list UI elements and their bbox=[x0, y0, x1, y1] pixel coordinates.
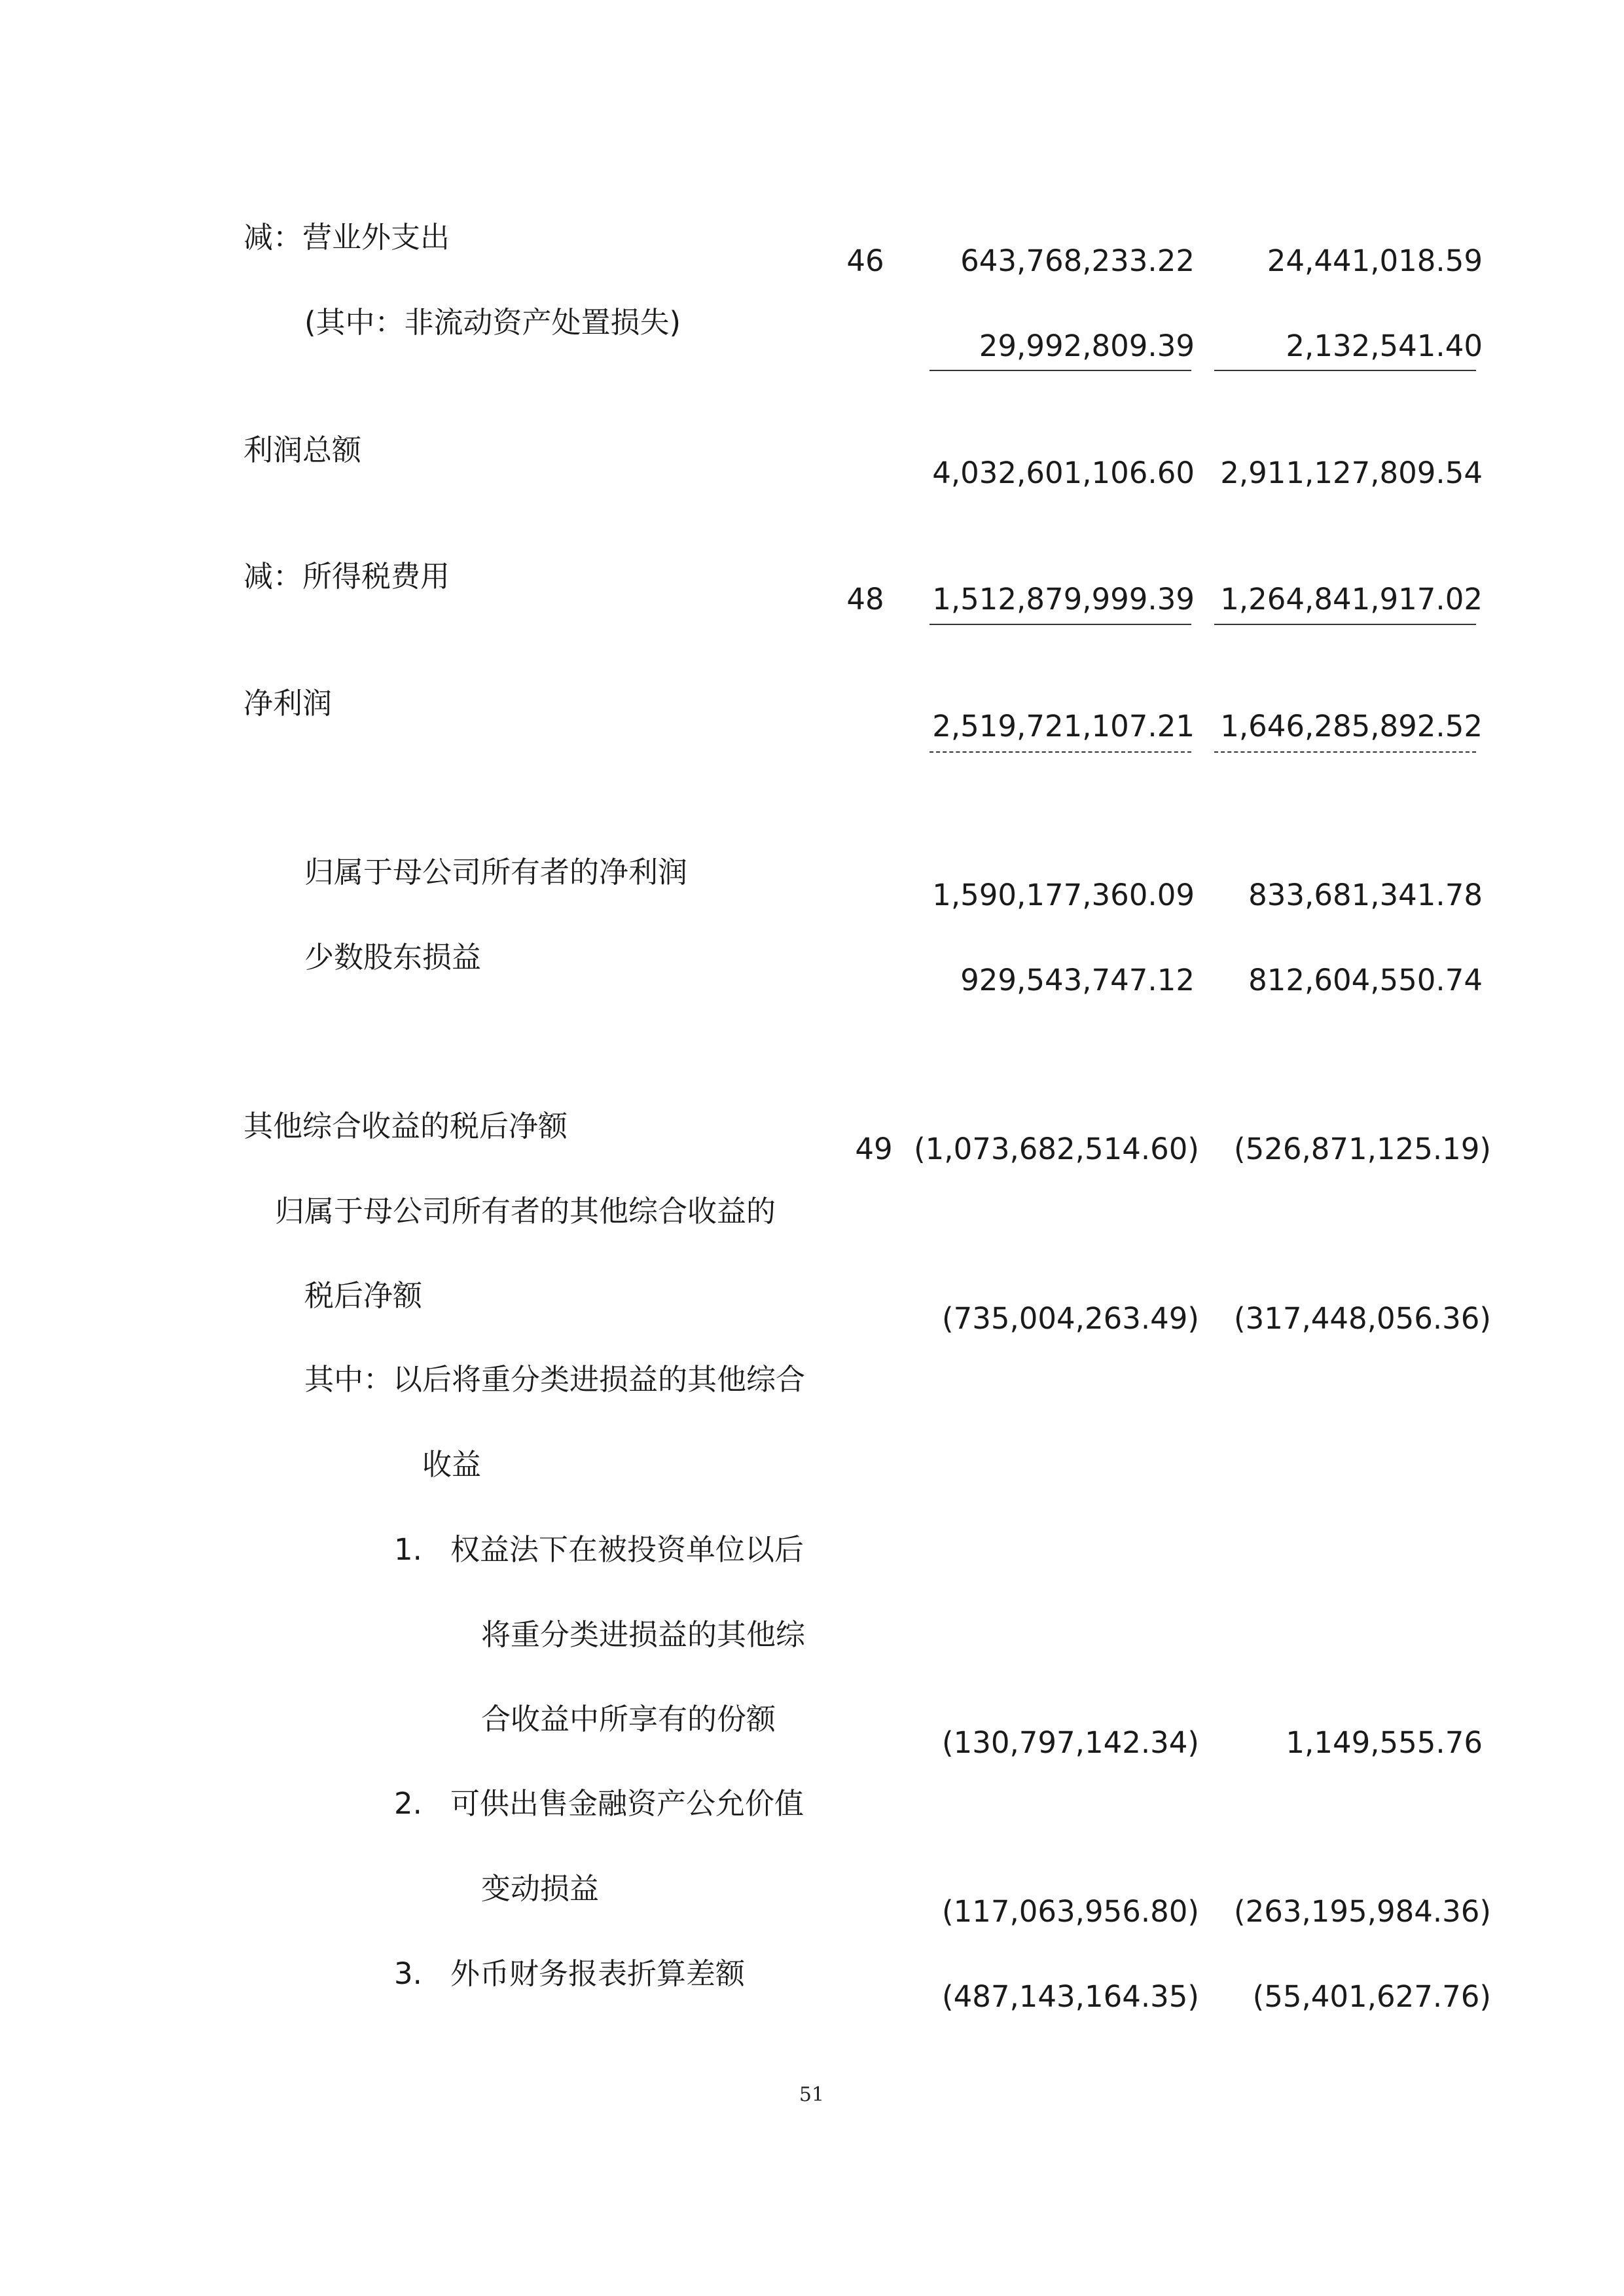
row-label-fx-translation: 外币财务报表折算差额 bbox=[450, 1956, 746, 1991]
current-value: 643,768,233.22 bbox=[960, 243, 1195, 278]
row-label-minority-interest: 少数股东损益 bbox=[304, 940, 482, 975]
prior-value: 2,132,541.40 bbox=[1286, 329, 1483, 363]
current-value: 929,543,747.12 bbox=[960, 963, 1195, 997]
row-label-other-comprehensive-income: 其他综合收益的税后净额 bbox=[244, 1109, 568, 1143]
item-number-1: 1. bbox=[394, 1532, 422, 1567]
row-label-equity-method-share: 合收益中所享有的份额 bbox=[481, 1702, 776, 1736]
current-value: 2,519,721,107.21 bbox=[932, 709, 1195, 744]
current-value: 4,032,601,106.60 bbox=[932, 456, 1195, 490]
prior-value: 1,264,841,917.02 bbox=[1220, 582, 1483, 617]
row-note-48: 48 bbox=[846, 582, 884, 617]
prior-value: 24,441,018.59 bbox=[1267, 243, 1483, 278]
current-value: 1,512,879,999.39 bbox=[932, 582, 1195, 617]
prior-value: 2,911,127,809.54 bbox=[1220, 456, 1483, 490]
row-label-reclassifiable-oci: 其中：以后将重分类进损益的其他综合 bbox=[304, 1362, 806, 1397]
row-note-46: 46 bbox=[846, 243, 884, 278]
prior-value: 812,604,550.74 bbox=[1248, 963, 1483, 997]
subtotal-rule-prior bbox=[1214, 624, 1476, 625]
row-label-net-profit: 净利润 bbox=[244, 686, 333, 721]
row-label-income-tax: 减：所得税费用 bbox=[244, 559, 450, 594]
subtotal-rule-current bbox=[929, 370, 1191, 371]
row-label-total-profit: 利润总额 bbox=[244, 433, 362, 467]
prior-value: 1,149,555.76 bbox=[1286, 1725, 1483, 1760]
prior-value: (317,448,056.36) bbox=[1234, 1301, 1491, 1336]
current-value: (735,004,263.49) bbox=[942, 1301, 1199, 1336]
item-number-3: 3. bbox=[394, 1956, 422, 1991]
item-number-2: 2. bbox=[394, 1786, 422, 1821]
current-value: (487,143,164.35) bbox=[942, 1979, 1199, 2014]
prior-value: (263,195,984.36) bbox=[1234, 1894, 1491, 1929]
row-label-parent-net-profit: 归属于母公司所有者的净利润 bbox=[304, 855, 688, 889]
row-label-reclassifiable-oci-cont: 收益 bbox=[422, 1447, 482, 1482]
current-value: (117,063,956.80) bbox=[942, 1894, 1199, 1929]
prior-value: (526,871,125.19) bbox=[1234, 1132, 1491, 1166]
current-value: (130,797,142.34) bbox=[942, 1725, 1199, 1760]
row-label-non-operating-expenses: 减：营业外支出 bbox=[244, 220, 450, 255]
prior-value: 833,681,341.78 bbox=[1248, 878, 1483, 912]
current-value: 1,590,177,360.09 bbox=[932, 878, 1195, 912]
total-dashed-rule-current bbox=[929, 751, 1191, 753]
row-label-equity-method: 权益法下在被投资单位以后 bbox=[450, 1532, 804, 1567]
subtotal-rule-prior bbox=[1214, 370, 1476, 371]
row-label-afs-fair-value: 可供出售金融资产公允价值 bbox=[450, 1786, 804, 1821]
row-label-disposal-loss: (其中：非流动资产处置损失) bbox=[304, 305, 681, 340]
row-note-49: 49 bbox=[855, 1132, 893, 1166]
subtotal-rule-current bbox=[929, 624, 1191, 625]
total-dashed-rule-prior bbox=[1214, 751, 1476, 753]
current-value: 29,992,809.39 bbox=[979, 329, 1195, 363]
row-label-after-tax-net: 税后净额 bbox=[304, 1278, 423, 1313]
page-number: 51 bbox=[799, 2083, 825, 2106]
prior-value: 1,646,285,892.52 bbox=[1220, 709, 1483, 744]
prior-value: (55,401,627.76) bbox=[1252, 1979, 1491, 2014]
row-label-fair-value-change: 变动损益 bbox=[481, 1871, 600, 1906]
row-label-parent-oci: 归属于母公司所有者的其他综合收益的 bbox=[275, 1194, 776, 1229]
current-value: (1,073,682,514.60) bbox=[914, 1132, 1199, 1166]
row-label-equity-method-cont: 将重分类进损益的其他综 bbox=[481, 1617, 806, 1652]
